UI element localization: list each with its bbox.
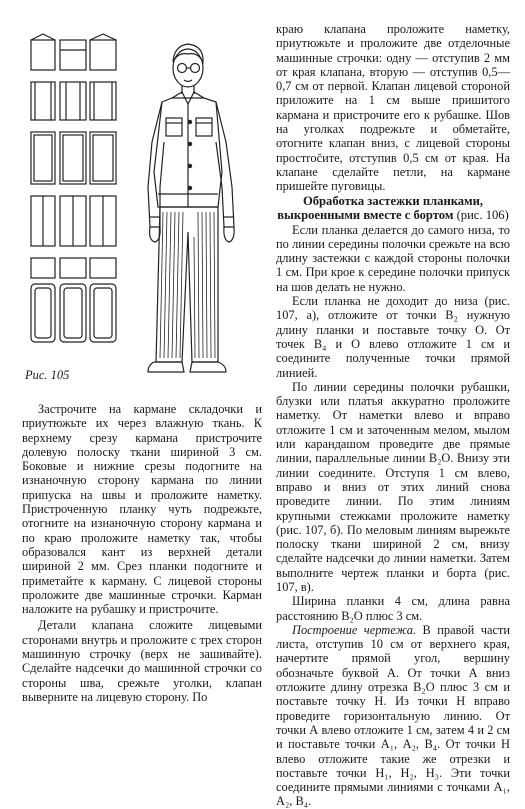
paragraph-body: В правой части листа, отступив 10 см от верхнего края, начертите прямой угол, вершину обозначьте буквой А. От точки А вниз отложите длину отрезка В₂О плюс 3 см и поставьте точку Н. Из точки Н вправо проведите горизонтальную линию. От точки А влево отложите 1 см, затем 4 и 2 см и поставьте точки А₁, А₂, В₄. От точки Н влево отложите такие же отрезки и поставьте точки Н₁, Н₂, Н₃. Эти точки соедините прямыми линиями с точками А₁, А₂, В₄. [276,622,510,809]
paragraph: Застрочите на кармане складочки и приутюжьте их через влажную ткань. К верхнему срезу кармана пристрочите долевую полоску ткани шириной 3 см. Боковые и нижние срезы подогните на изнаночную сторону кармана по линии припуска на швы и проложите наметку. Пристроченную планку чуть подрежьте, отогните на изнаночную сторону кармана и по краю проложите наметку так, чтобы образовался кант из верхней детали шириной 2 мм. Срез планки подогните и приметайте к карману. С лицевой стороны проложите две машинные строчки. Карман наложите на рубашку и пристрочите. [22,402,262,617]
figure-caption: Рис. 105 [25,368,70,382]
paragraph: Если планка делается до самого низа, то по линии середины полочки срежьте на всю длину застежки с каждой стороны полочки 1 см. При крое к середине полочки припуск на шов делать не нужно. [276,222,510,294]
paragraph: Ширина планки 4 см, длина равна расстоянию В₂О плюс 3 см. [276,594,510,623]
paragraph-continued: краю клапана проложите наметку, приутюжьте и проложите две отделочные машинные строчки: одну — отступив 2 мм от края клапана, вторую — отступив 0,5—0,7 см от первой. Клапан лицевой стороной приложите на 1 см выше пришитого кармана и пристрочите его к рубашке. Шов на уголках подрежьте и обметайте, отогните клапан вниз, с лицевой стороны простročите, отступив 0,5 см от края. На клапане сделайте петли, на кармане пришейте пуговицы. [276,22,510,194]
section-heading [276,194,510,223]
boy-figure [148,44,234,372]
left-text-column [22,402,262,704]
figure-105 [22,22,264,394]
figure-illustration [22,22,264,394]
paragraph: Детали клапана сложите лицевыми сторонами внутрь и проложите с трех сторон машинную строчку (верх не зашивайте). Сделайте надсечки до машинной строчки со стороны шва, срежьте уголки, клапан выверните на лицевую сторону. По [22,618,262,704]
pocket-sketches-right [90,34,116,342]
pocket-sketches-left [31,34,55,342]
section-heading-title: Обработка застежки планками, выкроенными вместе с бортом [277,193,484,223]
pocket-sketches-mid [60,40,86,342]
paragraph: Если планка не доходит до низа (рис. 107, а), отложите от точки В₂ нужную длину планки и поставьте точку О. От точек В₄ и О влево отложите 1 см и соедините полученные точки прямой линией. [276,294,510,380]
italic-lead: Построение чертежа. [292,622,417,637]
paragraph: По линии середины полочки рубашки, блузки или платья аккуратно проложите наметку. От наметки влево и вправо отложите 1 см и заточенным мелом, мылом или карандашом проведите две прямые линии, параллельные линии В₂О. Внизу эти линии соедините. Отступя 1 см влево, вправо и вниз от этих линий снова проведите линии. По этим линиям крупными стежками проложите наметку (рис. 107, б). По меловым линиям вырежьте полоску ткани шириной 2 см, внизу сделайте надсечки до линии наметки. Затем выполните чертеж планки и борта (рис. 107, в). [276,379,510,594]
section-heading-ref: (рис. 106) [456,208,509,223]
paragraph [276,623,510,809]
right-text-column [276,22,510,809]
